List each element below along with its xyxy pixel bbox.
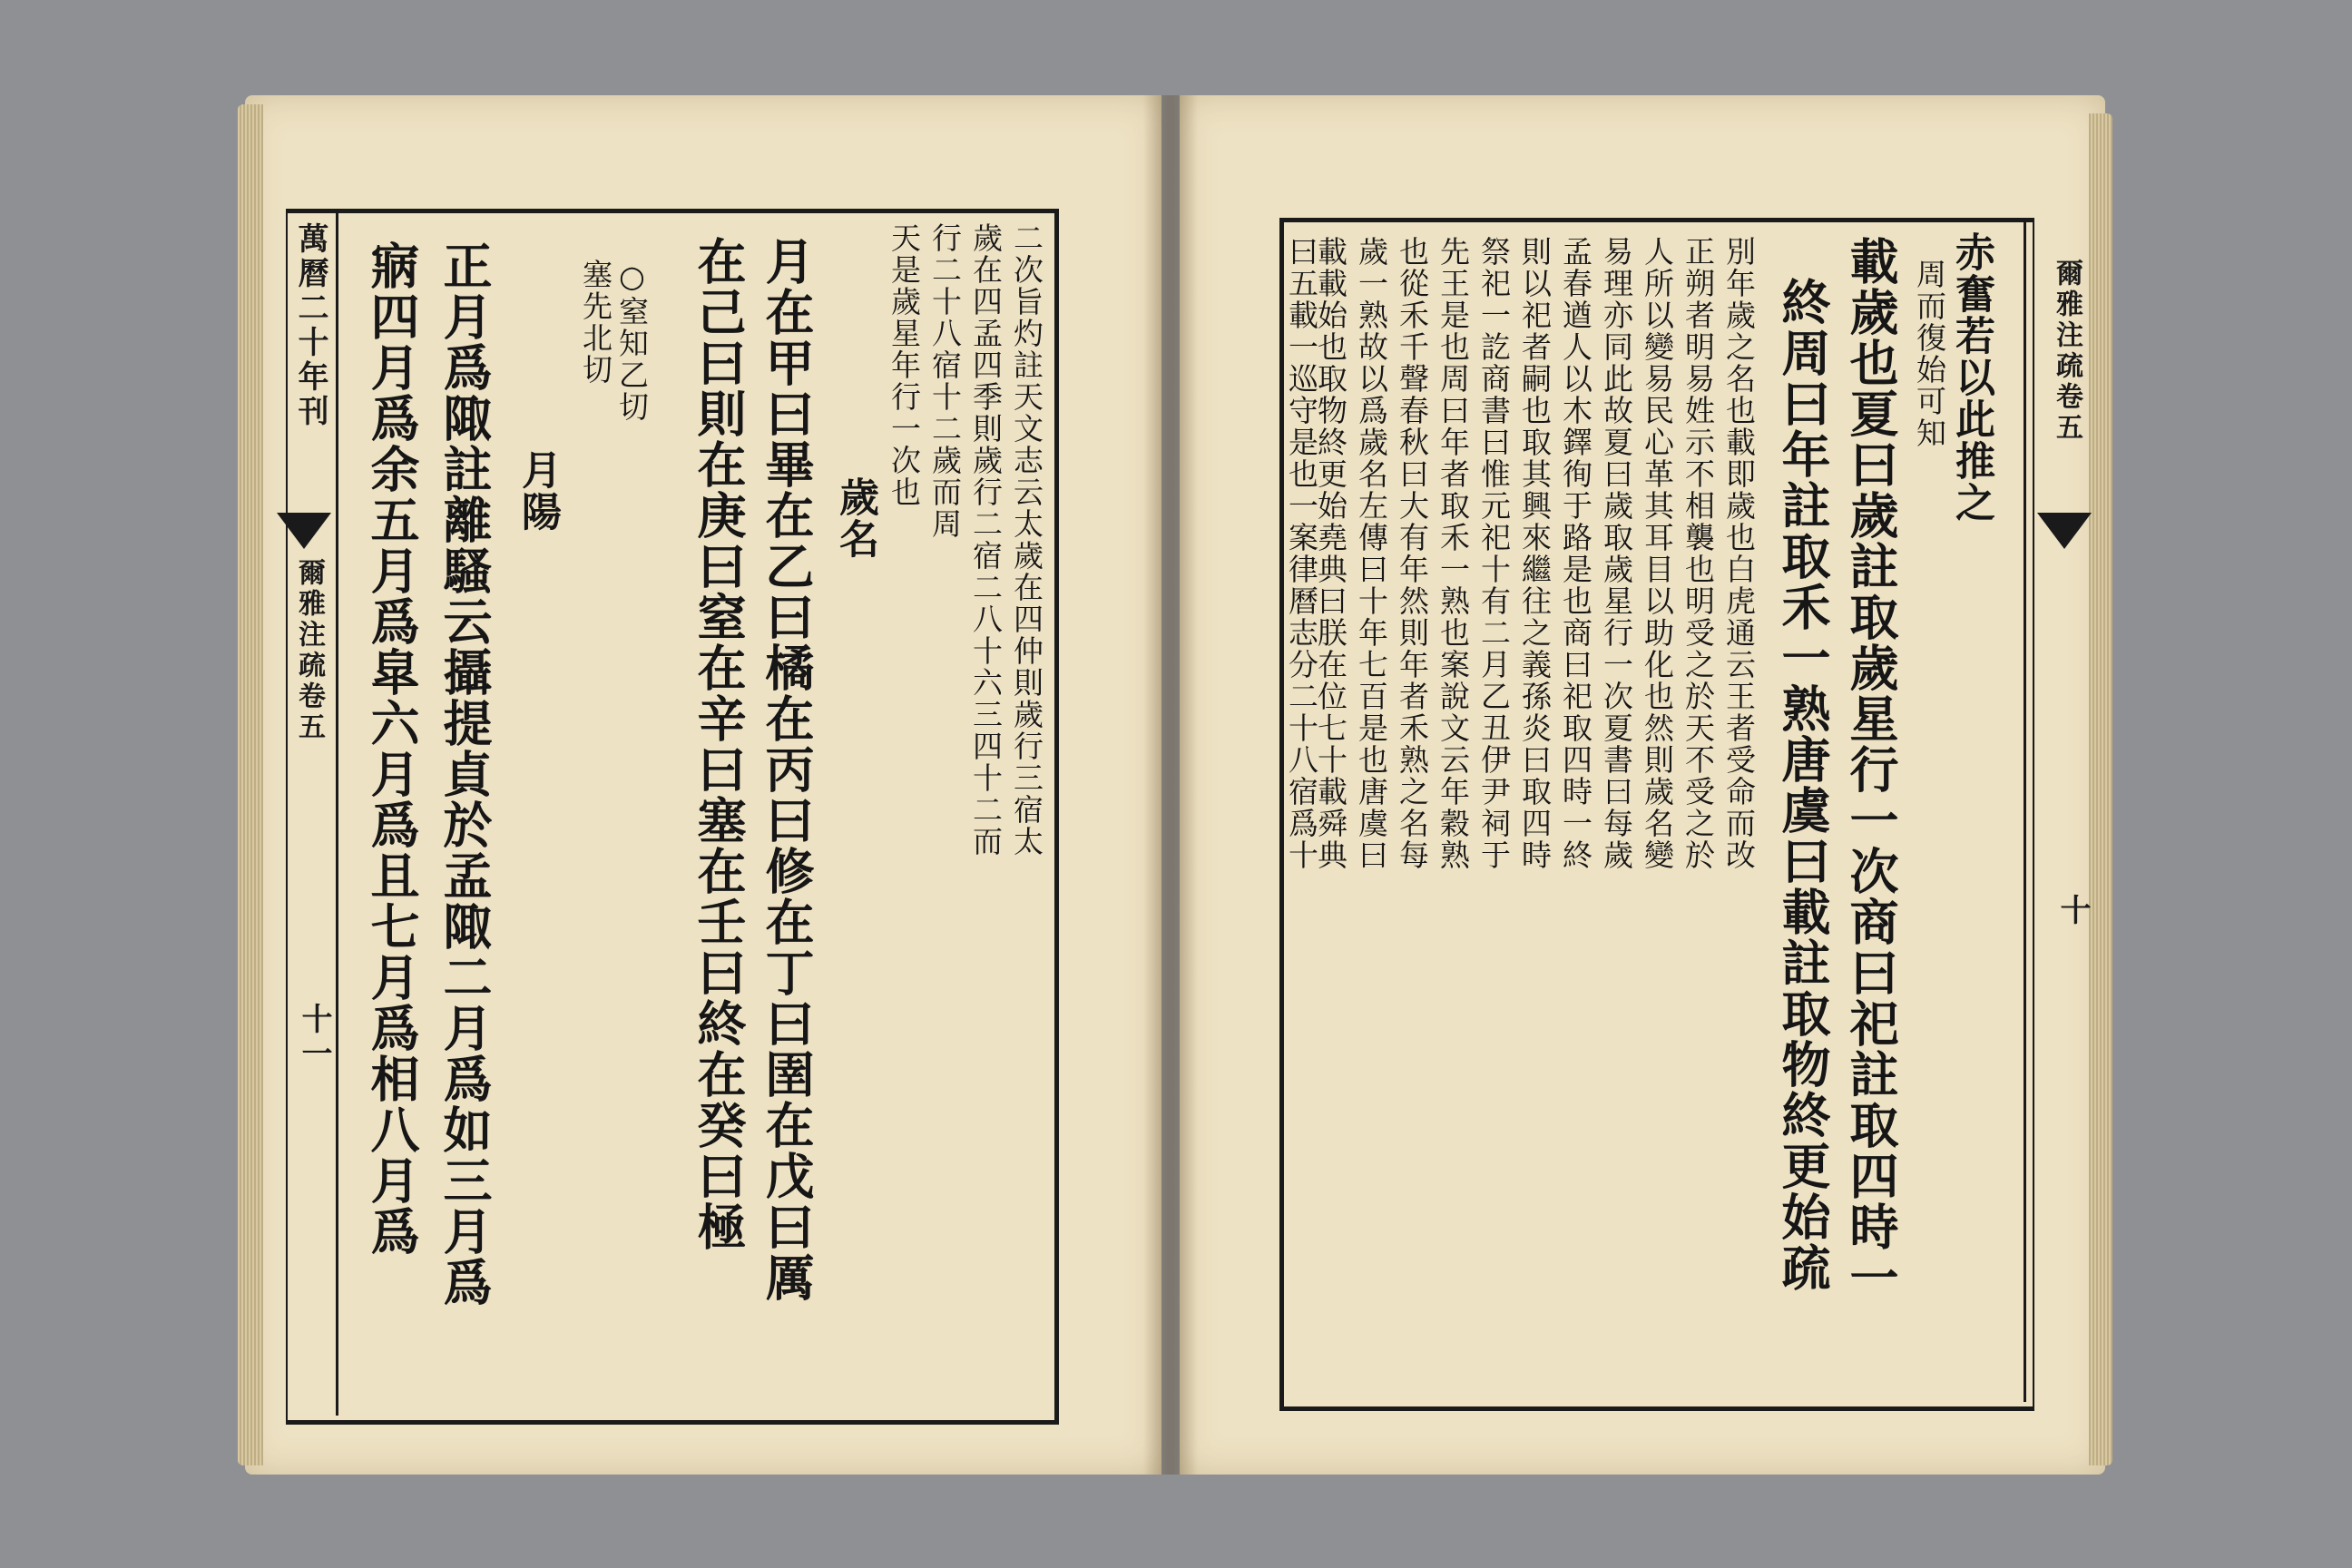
- right-col-3: 載歲也夏曰歲註取歲星行一次商曰祀註取四時一: [1842, 236, 1900, 1303]
- right-title-strip: 爾雅注疏卷五: [2051, 259, 2082, 444]
- right-col-5: 別年歲之名也載即歲也白虎通云王者受命而改: [1721, 236, 1757, 871]
- left-section-heading-suiming: 歲名: [832, 476, 878, 560]
- right-col-9: 孟春遒人以木鐸徇于路是也商曰祀取四時一終: [1558, 236, 1593, 871]
- left-col-6: 月在甲曰畢在乙曰橘在丙曰修在丁曰圉在戊曰厲: [758, 236, 816, 1303]
- right-col-11: 祭祀一訖商書曰惟元祀十有二月乙丑伊尹祠于: [1476, 236, 1512, 871]
- left-col-2: 歲在四孟四季則歲行二宿二八十六三四十二而: [968, 222, 1004, 858]
- right-col-10: 則以祀者嗣也取其興來繼往之義孫炎曰取四時: [1517, 236, 1553, 871]
- book-spread: [245, 95, 2105, 1475]
- right-col-13: 也從禾千聲春秋曰大有年然則年者禾熟之名每: [1395, 236, 1430, 871]
- right-col-7: 人所以變易民心革其耳目以助化也然則歲名變: [1640, 236, 1675, 871]
- right-col-2: 周而復始可知: [1912, 259, 1947, 449]
- left-title-strip: 爾雅注疏卷五: [293, 558, 325, 743]
- left-col-1: 二次旨灼註天文志云太歲在四仲則歲行三宿太: [1009, 222, 1044, 858]
- right-col-1: 赤奮若以此推之: [1948, 231, 1994, 524]
- left-col-3: 行二十八宿十二歲而周: [927, 222, 963, 540]
- right-col-14: 歲一熟故以爲歲名左傳曰十年七百是也唐虞曰: [1354, 236, 1389, 871]
- right-col-15: 載載始也取物終更始堯典曰朕在位七十載舜典: [1313, 236, 1348, 871]
- right-col-8: 易理亦同此故夏曰歲取歲星行一次夏書曰每歲: [1599, 236, 1634, 871]
- left-col-4: 天是歲星年行一次也: [887, 222, 922, 508]
- left-col-8: ○窒知乙切: [614, 259, 650, 423]
- left-page-edge: [238, 104, 263, 1465]
- right-fishtail-mark: [2037, 513, 2092, 549]
- left-col-7: 在己曰則在庚曰窒在辛曰塞在壬曰終在癸曰極: [690, 236, 748, 1252]
- right-col-16: 曰五載一巡守是也一案律曆志分二十八宿爲十: [1284, 236, 1319, 871]
- left-col-12: 寎四月爲余五月爲皐六月爲且七月爲相八月爲: [363, 240, 421, 1257]
- left-fishtail-mark: [277, 513, 331, 549]
- right-col-12: 先王是也周曰年者取禾一熟也案說文云年穀熟: [1436, 236, 1471, 871]
- left-page-number: 十一: [296, 1003, 332, 1072]
- right-col-4: 終周曰年註取禾一熟唐虞曰載註取物終更始疏: [1774, 277, 1832, 1293]
- left-col-9: 塞先北切: [578, 259, 613, 386]
- left-col-11: 正月爲陬註離騷云攝提貞於孟陬二月爲如三月爲: [436, 240, 494, 1308]
- book-gutter: [1143, 95, 1198, 1475]
- left-header-year: 萬曆二十年刊: [292, 222, 328, 429]
- left-section-heading-yueyang: 月陽: [514, 449, 561, 533]
- right-col-6: 正朔者明易姓示不相襲也明受之於天不受之於: [1681, 236, 1716, 871]
- right-page-number: 十: [2054, 894, 2091, 928]
